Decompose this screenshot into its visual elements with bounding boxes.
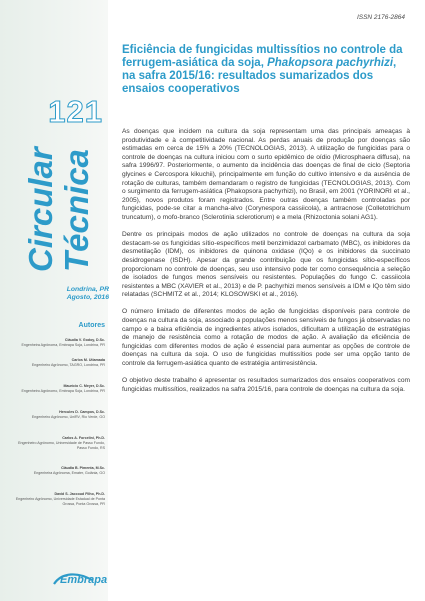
title-species: Phakopsora pachyrhizi — [267, 57, 394, 69]
author-name: Carlos M. Utiamada — [71, 358, 105, 362]
author-info: Engenheira Agrônoma, Embrapa Soja, Londrina, PR — [21, 343, 105, 347]
author-name: Carlos A. Forcelini, Ph.D. — [62, 436, 105, 440]
author-name: Cláudia V. Godoy, D.Sc. — [64, 338, 105, 342]
series-word-tecnica: Técnica — [58, 149, 95, 272]
author-info: Engenheira Agrônoma, Emater, Goiânia, GO — [33, 471, 105, 475]
author-entry — [10, 492, 105, 507]
place-date — [9, 286, 109, 302]
title-line-2: , na safra 2015/16: resultados sumarizados dos ensaios cooperativos — [122, 57, 397, 95]
paragraph: As doenças que incidem na cultura da soja representam uma das principais ameaças à produtividade e à competitividade nacional. As perdas anuais de produção por doenças são estimadas em cerca de 15% a 20% (TECNOLOGIAS, 2013). A utilização de fungicidas para o controle de doenças na cultura iniciou com o surto epidêmico de oídio (Microsphaera diffusa), na safra 1996/97. Posteriormente, o aumento da incidência das doenças de final de ciclo (Septoria glycines e Cercospora kikuchii), principalmente em função do cultivo intensivo e da ausência de rotação de culturas, também demandaram o registro de fungicidas (TECNOLOGIAS, 2013). Com o surgimento da ferrugem-asiática (Phakopsora pachyrhizi), no Brasil, em 2001 (YORINORI et al., 2005), novos produtos foram registrados. Entre outras doenças também controladas por fungicidas, pode-se citar a mancha-alvo (Corynespora cassiicola), a antracnose (Colletotrichum truncatum), o mofo-branco (Sclerotinia sclerotiorum) e a mela (Rhizoctonia solani AG1). — [122, 128, 410, 221]
author-entry — [10, 384, 105, 394]
author-name: Hercules D. Campos, D.Sc. — [59, 410, 105, 414]
paragraph: O número limitado de diferentes modos de ação de fungicidas disponíveis para controle de doenças na cultura da soja, associado a populações menos sensíveis de fungos já observadas no campo e a baixa eficiência de ingredientes ativos isolados, dificultam a utilização de estratégias de manejo de resistência como a rotação de modos de ação. A avaliação da eficiência de fungicidas com diferentes modos de ação é essencial para aumentar as opções de controle de doenças na cultura da soja. O uso de fungicidas multissítios pode ser uma opção tanto de controle da ferrugem-asiática quanto de estratégia antirresistência. — [122, 308, 410, 368]
series-block — [10, 96, 105, 272]
paragraph: O objetivo deste trabalho é apresentar os resultados sumarizados dos ensaios cooperativos com fungicidas multissítios, realizados na safra 2015/16, para controle de doenças na cultura da soja. — [122, 377, 410, 393]
paragraph: Dentre os principais modos de ação utilizados no controle de doenças na cultura da soja destacam-se os fungicidas sítio-específicos metil benzimidazol carbamato (MBC), os inibidores da desmetilação (IDM), os inibidores de quinona oxidase (IQo) e os inibidores da succinato desidrogenase (ISDH). Apesar da grande contribuição que os fungicidas sítio-específicos proporcionam no controle de doenças, seu uso intensivo pode ter como consequência a seleção de isolados de fungos menos sensíveis ou resistentes. Populações do fungo C. cassiicola resistentes a MBC (XAVIER et al., 2013) e de P. pachyrhizi menos sensíveis a IDM e IQo têm sido relatadas (SCHMITZ et al., 2014; KLOSOWSKI et al., 2016). — [122, 231, 410, 299]
author-info: Engenheiro Agrônomo, Embrapa Soja, Londrina, PR — [21, 389, 105, 393]
author-name: David S. Jaccoud Filho, Ph.D. — [54, 492, 105, 496]
author-entry — [10, 466, 105, 476]
place-city: Londrina, PR — [66, 286, 109, 293]
series-number: 121 — [48, 94, 103, 129]
body-text — [122, 128, 410, 403]
author-name: Cláudia B. Pimenta, M.Sc. — [61, 466, 105, 470]
issn-label: ISSN 2176-2864 — [356, 14, 405, 21]
author-info: Engenheiro Agrônomo, TAGRO, Londrina, PR — [31, 363, 105, 367]
author-entry — [10, 436, 105, 451]
author-entry — [10, 338, 105, 348]
title-line-1: Eficiência de fungicidas multissítios no controle da ferrugem-asiática da soja, — [122, 44, 403, 69]
author-info: Engenheiro Agrônomo, Universidade de Passo Fundo, Passo Fundo, RS — [18, 441, 105, 450]
series-vertical-text — [10, 132, 105, 272]
author-entry — [10, 358, 105, 368]
authors-heading: Autores — [78, 322, 105, 329]
author-entry — [10, 410, 105, 420]
author-info: Engenheiro Agrônomo, UniRV, Rio Verde, GO — [31, 415, 105, 419]
document-title — [122, 44, 407, 96]
series-word-circular: Circular — [22, 147, 59, 272]
author-name: Maurício C. Meyer, D.Sc. — [63, 384, 105, 388]
embrapa-logo-text: Embrapa — [60, 574, 108, 586]
place-date-value: Agosto, 2016 — [66, 294, 109, 301]
title-block — [122, 44, 407, 96]
author-info: Engenheiro Agrônomo, Universidade Estadual de Ponta Grossa, Ponta Grossa, PR — [15, 497, 105, 506]
